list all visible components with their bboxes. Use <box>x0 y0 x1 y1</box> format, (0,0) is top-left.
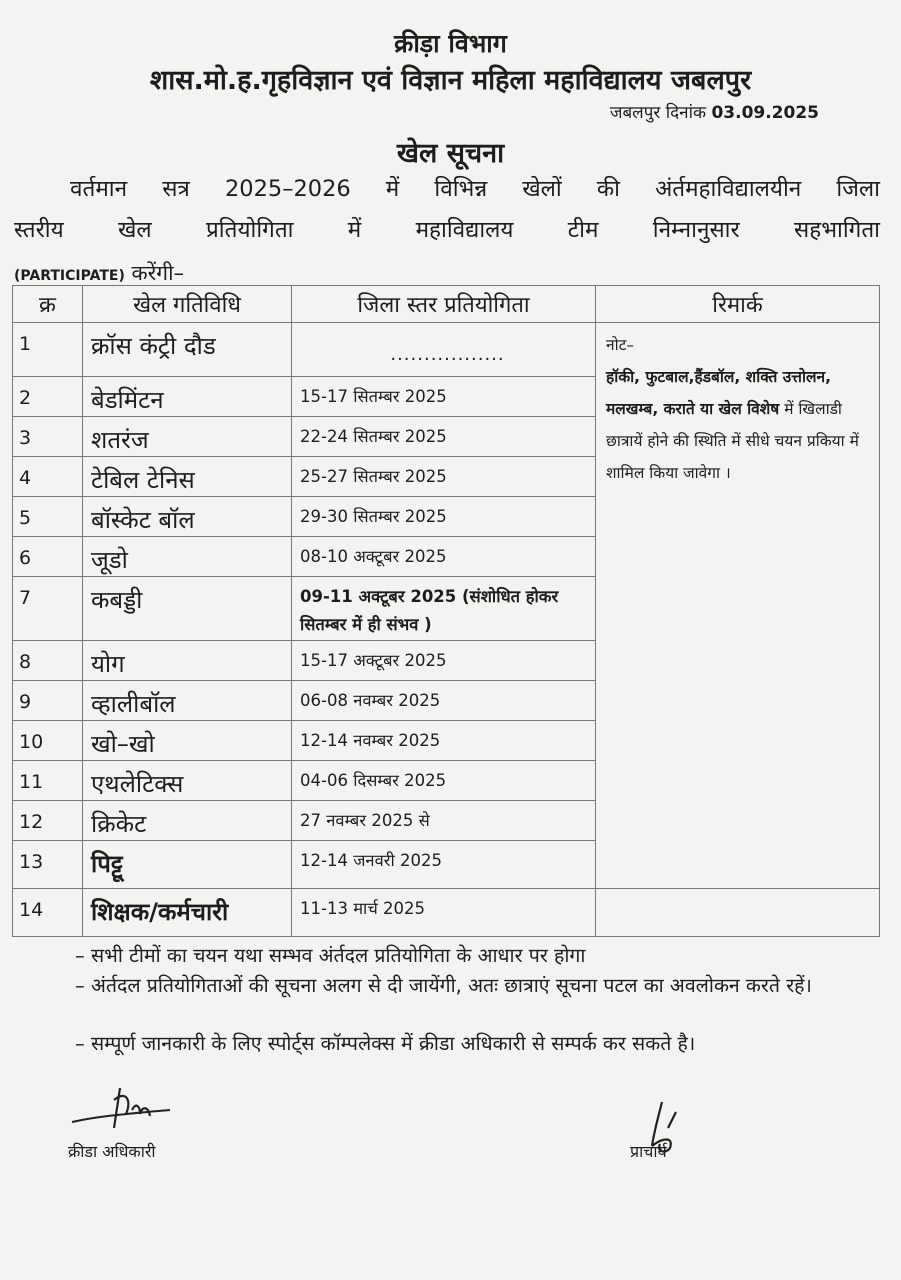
row-activity: शिक्षक/कर्मचारी <box>83 889 292 937</box>
row-num: 9 <box>13 681 83 721</box>
row-num: 4 <box>13 457 83 497</box>
row-date: 11-13 मार्च 2025 <box>292 889 596 937</box>
footnote-1: – सभी टीमों का चयन यथा सम्भव अंर्तदल प्रतियोगिता के आधार पर होगा <box>75 944 586 967</box>
row-date: 08-10 अक्टूबर 2025 <box>292 537 596 577</box>
notice-date: 03.09.2025 <box>711 103 819 123</box>
row-num: 2 <box>13 377 83 417</box>
remark-empty-cell <box>596 889 880 937</box>
table-row <box>13 323 880 377</box>
row-date: 25-27 सितम्बर 2025 <box>292 457 596 497</box>
college-name: शास.मो.ह.गृहविज्ञान एवं विज्ञान महिला महाविद्यालय जबलपुर <box>149 65 752 96</box>
row-date: 06-08 नवम्बर 2025 <box>292 681 596 721</box>
remark-bold: हॉकी, फुटबाल,हैंडबॉल, शक्ति उत्तोलन, मलखम्ब, कराते या खेल विशेष <box>606 368 831 418</box>
row-date <box>292 323 596 377</box>
row-activity: योग <box>83 641 292 681</box>
row-num: 7 <box>13 577 83 641</box>
row-activity: क्रॉस कंट्री दौड <box>83 323 292 377</box>
row-num: 3 <box>13 417 83 457</box>
row-date: 04-06 दिसम्बर 2025 <box>292 761 596 801</box>
header-num: क्र <box>13 286 83 323</box>
row-date: 12-14 नवम्बर 2025 <box>292 721 596 761</box>
row-activity: एथलेटिक्स <box>83 761 292 801</box>
row-activity: शतरंज <box>83 417 292 457</box>
row-num: 14 <box>13 889 83 937</box>
department-heading: क्रीड़ा विभाग <box>394 29 507 58</box>
row-date: 22-24 सितम्बर 2025 <box>292 417 596 457</box>
header-remark: रिमार्क <box>596 286 880 323</box>
row-activity: कबड्डी <box>83 577 292 641</box>
row-date: 09-11 अक्टूबर 2025 (संशोधित होकर सितम्बर में ही संभव ) <box>292 577 596 641</box>
row-activity: क्रिकेट <box>83 801 292 841</box>
row-activity: पिट्टू <box>83 841 292 889</box>
footnote-2: – अंर्तदल प्रतियोगिताओं की सूचना अलग से दी जायेंगी, अतः छात्राएं सूचना पटल का अवलोकन करते रहें। <box>75 974 812 997</box>
footnote-3: – सम्पूर्ण जानकारी के लिए स्पोर्ट्स कॉम्पलेक्स में क्रीडा अधिकारी से सम्पर्क कर सकते है। <box>75 1032 696 1055</box>
table-header-row <box>13 286 880 323</box>
row-num: 5 <box>13 497 83 537</box>
row-activity: व्हालीबॉल <box>83 681 292 721</box>
intro-line-1: वर्तमान सत्र 2025–2026 में विभिन्न खेलों की अंर्तमहाविद्यालयीन जिला <box>70 176 880 202</box>
remark-cell <box>596 323 880 889</box>
sports-officer-signature-icon <box>70 1080 180 1140</box>
row-date: 29-30 सितम्बर 2025 <box>292 497 596 537</box>
row-date-placeholder: ................. <box>390 344 505 365</box>
row-activity: जूडो <box>83 537 292 577</box>
participate-word: (PARTICIPATE) <box>14 268 125 284</box>
row-num: 11 <box>13 761 83 801</box>
row-activity: बेडमिंटन <box>83 377 292 417</box>
table-row <box>13 889 880 937</box>
row-date: 15-17 अक्टूबर 2025 <box>292 641 596 681</box>
row-date: 15-17 सितम्बर 2025 <box>292 377 596 417</box>
header-date: जिला स्तर प्रतियोगिता <box>292 286 596 323</box>
remark-note-label: नोट– <box>606 336 635 354</box>
row-date: 12-14 जनवरी 2025 <box>292 841 596 889</box>
remark-rest: में खिलाडी छात्रायें होने की स्थिति में सीधे चयन प्रकिया में शामिल किया जावेगा । <box>606 400 859 482</box>
row-activity: खो–खो <box>83 721 292 761</box>
date-prefix: जबलपुर दिनांक <box>609 103 707 123</box>
row-num: 10 <box>13 721 83 761</box>
row-activity: टेबिल टेनिस <box>83 457 292 497</box>
row-num: 12 <box>13 801 83 841</box>
principal-label: प्राचार्य <box>630 1142 667 1161</box>
row-date: 27 नवम्बर 2025 से <box>292 801 596 841</box>
page-title: खेल सूचना <box>396 138 505 169</box>
row-num: 1 <box>13 323 83 377</box>
row-num: 6 <box>13 537 83 577</box>
row-activity: बॉस्केट बॉल <box>83 497 292 537</box>
dateline <box>610 100 819 123</box>
intro-line-2: स्तरीय खेल प्रतियोगिता में महाविद्यालय टीम निम्नानुसार सहभागिता <box>14 217 880 243</box>
header-activity: खेल गतिविधि <box>83 286 292 323</box>
row-num: 13 <box>13 841 83 889</box>
row-num: 8 <box>13 641 83 681</box>
intro-line-3-rest: करेंगी– <box>131 261 185 285</box>
schedule-table <box>12 285 880 937</box>
sports-officer-label: क्रीडा अधिकारी <box>68 1142 156 1161</box>
